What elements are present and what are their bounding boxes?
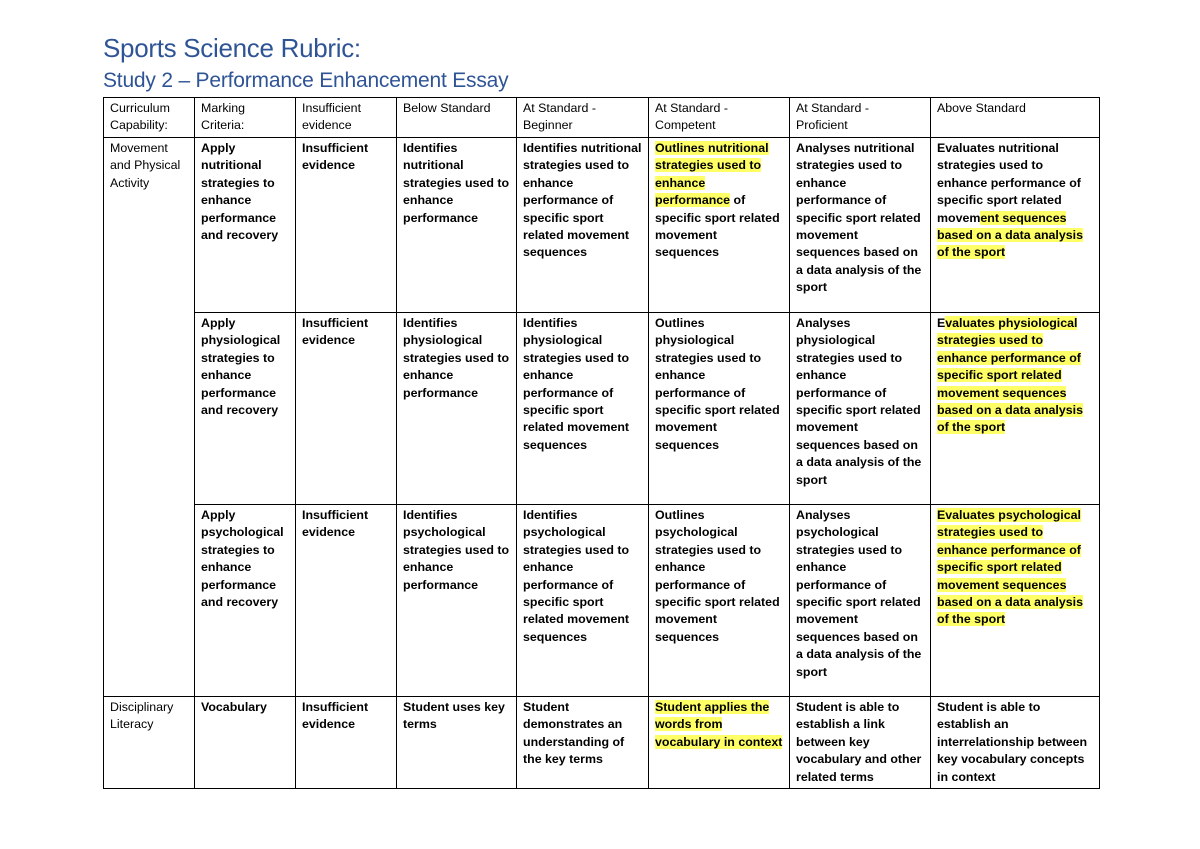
highlighted-text: Student applies the words from vocabulary in context: [655, 700, 783, 749]
plain-text: E: [937, 316, 946, 330]
table-row: [104, 138, 1100, 313]
proficient-cell: Student is able to establish a link between key vocabulary and other related terms: [790, 697, 931, 789]
beginner-cell: Identifies physiological strategies used to enhance performance of specific sport related movement sequences: [517, 313, 649, 505]
insufficient-cell: Insufficient evidence: [296, 505, 397, 697]
plain-text: of specific sport related movement sequences: [655, 193, 780, 260]
highlighted-text: valuates physiological strategies used to enhance performance of specific sport related movement sequences based on a data analysis of the sport: [937, 316, 1083, 435]
insufficient-cell: Insufficient evidence: [296, 697, 397, 789]
criteria-cell: Apply physiological strategies to enhance performance and recovery: [195, 313, 296, 505]
highlighted-text: Outlines nutritional strategies used to enhance performance: [655, 141, 769, 208]
rubric-table: [103, 97, 1100, 789]
below-standard-cell: Identifies nutritional strategies used to enhance performance: [397, 138, 517, 313]
table-row: [104, 313, 1100, 505]
beginner-cell: Identifies nutritional strategies used to enhance performance of specific sport related movement sequences: [517, 138, 649, 313]
criteria-cell: Vocabulary: [195, 697, 296, 789]
below-standard-cell: Identifies physiological strategies used to enhance performance: [397, 313, 517, 505]
above-standard-cell: [931, 138, 1100, 313]
header-marking-criteria: Marking Criteria:: [195, 98, 296, 138]
header-insufficient-evidence: Insufficient evidence: [296, 98, 397, 138]
competent-cell: Outlines physiological strategies used to enhance performance of specific sport related movement sequences: [649, 313, 790, 505]
criteria-cell: Apply psychological strategies to enhance performance and recovery: [195, 505, 296, 697]
competent-cell: [649, 138, 790, 313]
document-subtitle: Study 2 – Performance Enhancement Essay: [103, 69, 509, 92]
competent-cell: [649, 697, 790, 789]
header-below-standard: Below Standard: [397, 98, 517, 138]
proficient-cell: Analyses physiological strategies used to enhance performance of specific sport related movement sequences based on a data analysis of the sport: [790, 313, 931, 505]
table-row: [104, 505, 1100, 697]
header-curriculum-capability: Curriculum Capability:: [104, 98, 195, 138]
below-standard-cell: Identifies psychological strategies used to enhance performance: [397, 505, 517, 697]
header-row: [104, 98, 1100, 138]
above-standard-cell: [931, 313, 1100, 505]
above-standard-cell: [931, 505, 1100, 697]
above-standard-cell: Student is able to establish an interrelationship between key vocabulary concepts in context: [931, 697, 1100, 789]
beginner-cell: Identifies psychological strategies used to enhance performance of specific sport related movement sequences: [517, 505, 649, 697]
table-row: [104, 697, 1100, 789]
highlighted-text: ent sequences based on a data analysis of the sport: [937, 210, 1083, 260]
header-above-standard: Above Standard: [931, 98, 1100, 138]
highlighted-text: Evaluates psychological strategies used to enhance performance of specific sport related movement sequences based on a data analysis of the sport: [937, 508, 1083, 627]
below-standard-cell: Student uses key terms: [397, 697, 517, 789]
insufficient-cell: Insufficient evidence: [296, 313, 397, 505]
beginner-cell: Student demonstrates an understanding of the key terms: [517, 697, 649, 789]
plain-text: Evaluates nutritional strategies used to enhance performance of specific sport related movem: [937, 141, 1081, 225]
header-at-standard-competent: At Standard - Competent: [649, 98, 790, 138]
header-at-standard-beginner: At Standard - Beginner: [517, 98, 649, 138]
proficient-cell: Analyses nutritional strategies used to enhance performance of specific sport related movement sequences based on a data analysis of the sport: [790, 138, 931, 313]
competent-cell: Outlines psychological strategies used to enhance performance of specific sport related movement sequences: [649, 505, 790, 697]
criteria-cell: Apply nutritional strategies to enhance performance and recovery: [195, 138, 296, 313]
insufficient-cell: Insufficient evidence: [296, 138, 397, 313]
proficient-cell: Analyses psychological strategies used to enhance performance of specific sport related movement sequences based on a data analysis of the sport: [790, 505, 931, 697]
document-title: Sports Science Rubric:: [103, 33, 361, 63]
capability-literacy: Disciplinary Literacy: [104, 697, 195, 789]
capability-movement: Movement and Physical Activity: [104, 138, 195, 697]
header-at-standard-proficient: At Standard - Proficient: [790, 98, 931, 138]
